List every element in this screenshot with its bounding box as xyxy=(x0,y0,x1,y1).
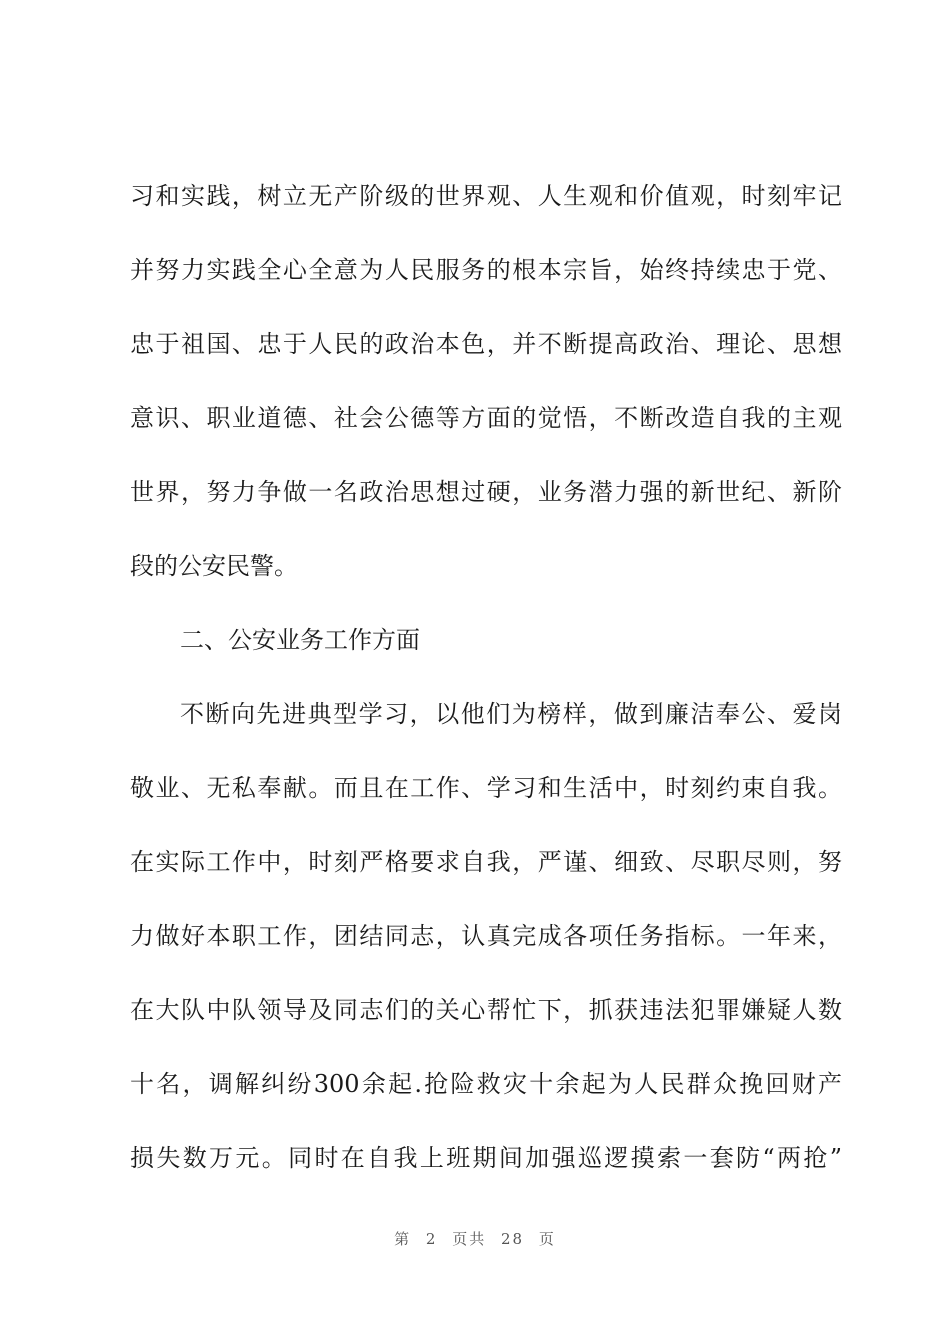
paragraph-line: 十名，调解纠纷300余起.抢险救灾十余起为人民群众挽回财产 xyxy=(130,1070,842,1098)
paragraph-line: 意识、职业道德、社会公德等方面的觉悟，不断改造自我的主观 xyxy=(130,404,842,432)
paragraph-line: 在实际工作中，时刻严格要求自我，严谨、细致、尽职尽则，努 xyxy=(130,848,842,876)
page-footer: 第 2 页共 28 页 xyxy=(394,1230,556,1248)
paragraph-line: 在大队中队领导及同志们的关心帮忙下，抓获违法犯罪嫌疑人数 xyxy=(130,996,842,1024)
section-heading: 二、公安业务工作方面 xyxy=(180,626,420,654)
paragraph-line: 世界，努力争做一名政治思想过硬，业务潜力强的新世纪、新阶 xyxy=(130,478,842,506)
paragraph-line: 力做好本职工作，团结同志，认真完成各项任务指标。一年来， xyxy=(130,922,842,950)
paragraph-line: 习和实践，树立无产阶级的世界观、人生观和价值观，时刻牢记 xyxy=(130,182,842,210)
paragraph-line: 忠于祖国、忠于人民的政治本色，并不断提高政治、理论、思想 xyxy=(130,330,842,358)
paragraph-line: 段的公安民警。 xyxy=(130,552,298,580)
paragraph-line: 不断向先进典型学习，以他们为榜样，做到廉洁奉公、爱岗 xyxy=(180,700,842,728)
paragraph-line: 损失数万元。同时在自我上班期间加强巡逻摸索一套防“两抢” xyxy=(130,1144,842,1172)
paragraph-line: 敬业、无私奉献。而且在工作、学习和生活中，时刻约束自我。 xyxy=(130,774,842,802)
paragraph-line: 并努力实践全心全意为人民服务的根本宗旨，始终持续忠于党、 xyxy=(130,256,842,284)
